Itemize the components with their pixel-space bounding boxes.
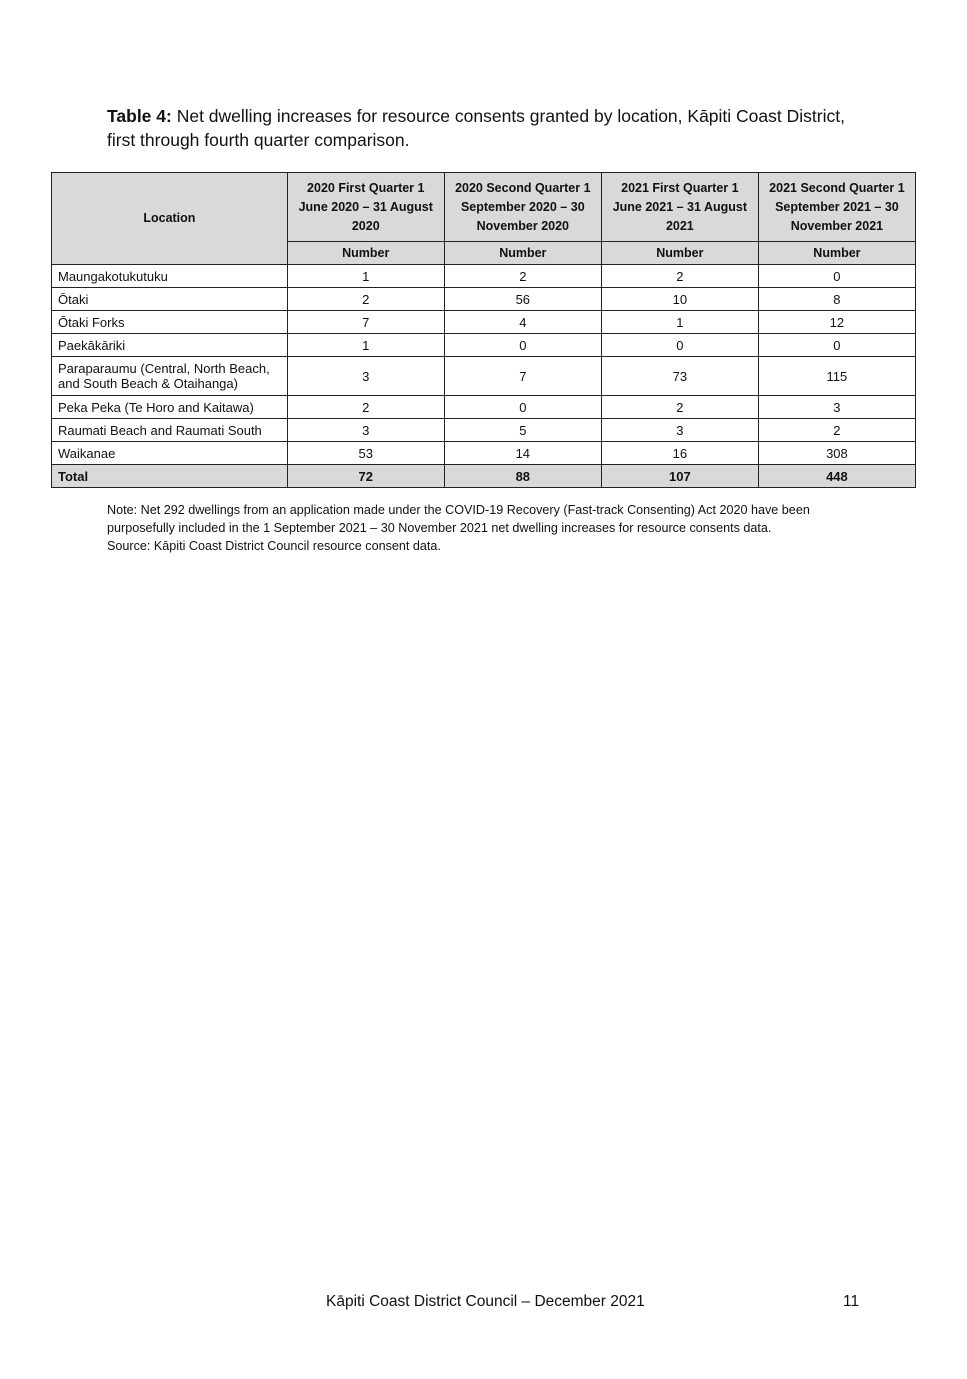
value-cell: 0 xyxy=(601,334,758,357)
value-cell: 115 xyxy=(758,357,915,396)
table-row xyxy=(52,442,916,465)
value-cell: 8 xyxy=(758,288,915,311)
value-cell: 7 xyxy=(287,311,444,334)
dwelling-increases-table xyxy=(51,172,916,488)
location-cell: Ōtaki Forks xyxy=(52,311,288,334)
number-header-4: Number xyxy=(758,242,915,265)
value-cell: 308 xyxy=(758,442,915,465)
note-text: Note: Net 292 dwellings from an application made under the COVID-19 Recovery (Fast-track Consenting) Act 2020 have been purposefully included in the 1 September 2021 – 30 November 2021 net dwelling increases for resource consents data. xyxy=(107,503,810,535)
total-cell: 107 xyxy=(601,465,758,488)
total-cell: 72 xyxy=(287,465,444,488)
value-cell: 2 xyxy=(444,265,601,288)
value-cell: 1 xyxy=(287,334,444,357)
value-cell: 73 xyxy=(601,357,758,396)
value-cell: 10 xyxy=(601,288,758,311)
value-cell: 2 xyxy=(601,396,758,419)
value-cell: 56 xyxy=(444,288,601,311)
value-cell: 12 xyxy=(758,311,915,334)
value-cell: 53 xyxy=(287,442,444,465)
table-caption xyxy=(107,104,867,152)
location-cell: Paekākāriki xyxy=(52,334,288,357)
total-row xyxy=(52,465,916,488)
table-row xyxy=(52,288,916,311)
table-note xyxy=(107,501,867,555)
table-row xyxy=(52,419,916,442)
value-cell: 16 xyxy=(601,442,758,465)
location-cell: Maungakotukutuku xyxy=(52,265,288,288)
value-cell: 3 xyxy=(758,396,915,419)
value-cell: 4 xyxy=(444,311,601,334)
source-text: Source: Kāpiti Coast District Council resource consent data. xyxy=(107,539,441,553)
value-cell: 0 xyxy=(758,265,915,288)
value-cell: 14 xyxy=(444,442,601,465)
value-cell: 3 xyxy=(601,419,758,442)
value-cell: 5 xyxy=(444,419,601,442)
location-cell: Waikanae xyxy=(52,442,288,465)
value-cell: 2 xyxy=(601,265,758,288)
value-cell: 3 xyxy=(287,419,444,442)
total-cell: 88 xyxy=(444,465,601,488)
value-cell: 2 xyxy=(758,419,915,442)
location-header: Location xyxy=(52,173,288,265)
table-row xyxy=(52,357,916,396)
location-cell: Paraparaumu (Central, North Beach, and South Beach & Otaihanga) xyxy=(52,357,288,396)
page-number: 11 xyxy=(843,1293,860,1310)
number-header-1: Number xyxy=(287,242,444,265)
caption-text: Net dwelling increases for resource consents granted by location, Kāpiti Coast District, first through fourth quarter comparison. xyxy=(107,106,845,150)
value-cell: 1 xyxy=(287,265,444,288)
quarter-header-1: 2020 First Quarter 1 June 2020 – 31 August 2020 xyxy=(287,173,444,242)
value-cell: 0 xyxy=(758,334,915,357)
value-cell: 7 xyxy=(444,357,601,396)
table-row xyxy=(52,265,916,288)
location-cell: Ōtaki xyxy=(52,288,288,311)
location-cell: Raumati Beach and Raumati South xyxy=(52,419,288,442)
location-cell: Peka Peka (Te Horo and Kaitawa) xyxy=(52,396,288,419)
total-cell: 448 xyxy=(758,465,915,488)
table-row xyxy=(52,311,916,334)
footer-title: Kāpiti Coast District Council – December 2021 xyxy=(326,1293,645,1310)
quarter-header-4: 2021 Second Quarter 1 September 2021 – 30 November 2021 xyxy=(758,173,915,242)
total-label: Total xyxy=(52,465,288,488)
quarter-header-2: 2020 Second Quarter 1 September 2020 – 30 November 2020 xyxy=(444,173,601,242)
value-cell: 1 xyxy=(601,311,758,334)
table-row xyxy=(52,396,916,419)
value-cell: 3 xyxy=(287,357,444,396)
caption-label: Table 4: xyxy=(107,106,172,126)
table-header-row xyxy=(52,173,916,242)
number-header-2: Number xyxy=(444,242,601,265)
value-cell: 2 xyxy=(287,396,444,419)
quarter-header-3: 2021 First Quarter 1 June 2021 – 31 August 2021 xyxy=(601,173,758,242)
number-header-3: Number xyxy=(601,242,758,265)
table-row xyxy=(52,334,916,357)
value-cell: 2 xyxy=(287,288,444,311)
value-cell: 0 xyxy=(444,334,601,357)
value-cell: 0 xyxy=(444,396,601,419)
